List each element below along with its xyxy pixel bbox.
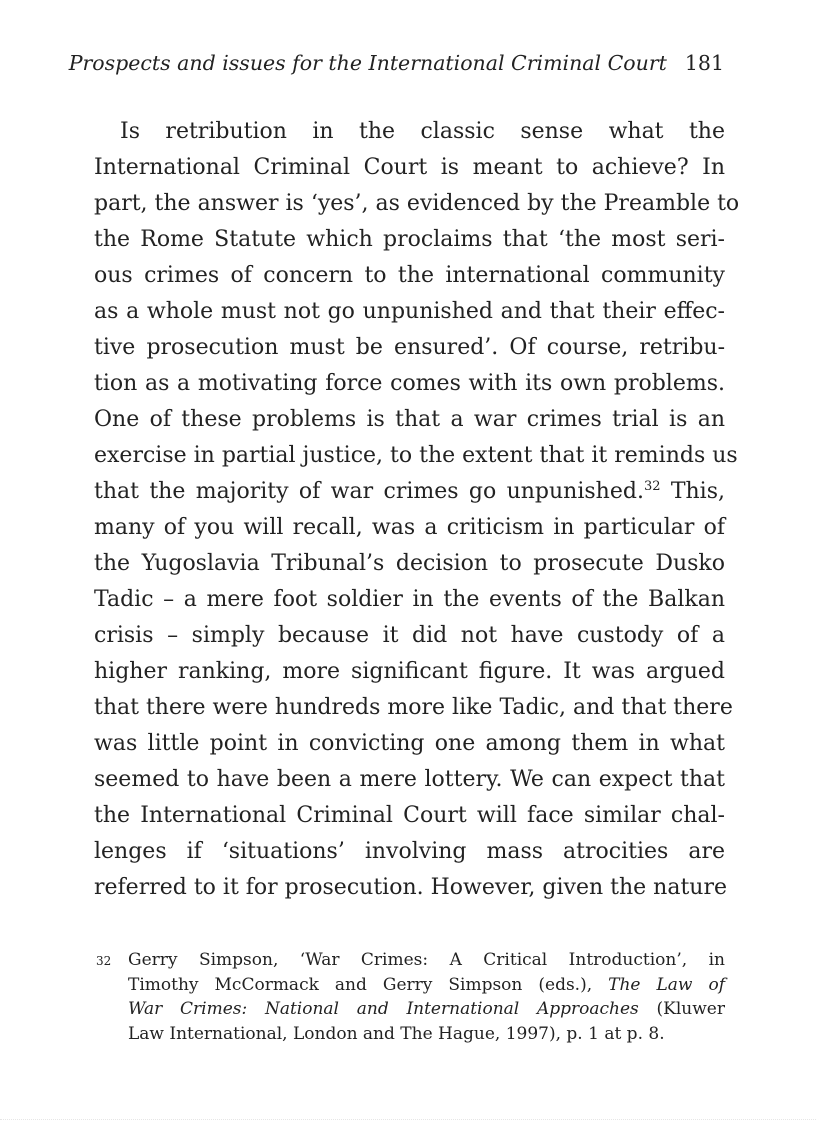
body-line: the Rome Statute which proclaims that ‘the most seri-: [94, 227, 725, 252]
body-paragraph: [94, 114, 740, 906]
body-line: that there were hundreds more like Tadic, and that there: [94, 695, 733, 720]
body-line: ous crimes of concern to the international community: [94, 263, 725, 288]
body-line: higher ranking, more significant figure. It was argued: [94, 659, 725, 684]
footnote-number: 32: [96, 954, 112, 968]
body-line: seemed to have been a mere lottery. We can expect that: [94, 767, 725, 792]
body-line: tive prosecution must be ensured’. Of course, retribu-: [94, 335, 725, 360]
footnote-body: [128, 948, 725, 1046]
footnote-line: Law International, London and The Hague, 1997), p. 1 at p. 8.: [128, 1023, 665, 1044]
body-line-continuation: This,: [660, 479, 726, 504]
body-line: exercise in partial justice, to the extent that it reminds us: [94, 443, 738, 468]
body-line: the International Criminal Court will face similar chal-: [94, 803, 725, 828]
footnote-book-title: The Law of: [608, 974, 726, 995]
body-line: the Yugoslavia Tribunal’s decision to prosecute Dusko: [94, 551, 725, 576]
footnote-line-text: (Kluwer: [638, 999, 725, 1020]
footnote: [94, 948, 725, 1046]
body-line: as a whole must not go unpunished and that their effec-: [94, 299, 725, 324]
body-line: many of you will recall, was a criticism in particular of: [94, 515, 725, 540]
body-line: Tadic – a mere foot soldier in the events of the Balkan: [94, 587, 725, 612]
body-line: tion as a motivating force comes with its own problems.: [94, 371, 725, 396]
body-line: crisis – simply because it did not have custody of a: [94, 623, 725, 648]
body-line-with-footnote-ref: [94, 474, 725, 510]
body-line: International Criminal Court is meant to achieve? In: [94, 155, 725, 180]
page-number: 181: [684, 51, 724, 75]
body-line: One of these problems is that a war crimes trial is an: [94, 407, 725, 432]
footnote-line: Gerry Simpson, ‘War Crimes: A Critical Introduction’, in: [128, 950, 725, 970]
body-line-text: that the majority of war crimes go unpunished.: [94, 479, 644, 504]
running-title: Prospects and issues for the International Criminal Court: [68, 51, 667, 75]
footnote-line: [128, 973, 725, 998]
footnote-line: [128, 997, 725, 1022]
body-line: referred to it for prosecution. However, given the nature: [94, 875, 727, 900]
body-line: was little point in convicting one among them in what: [94, 731, 725, 756]
body-line: lenges if ‘situations’ involving mass atrocities are: [94, 839, 725, 864]
running-head: [68, 51, 724, 81]
footnote-book-title-cont: War Crimes: National and International Approaches: [128, 999, 639, 1020]
footnote-reference[interactable]: 32: [643, 479, 661, 494]
body-line: Is retribution in the classic sense what the: [120, 119, 725, 144]
body-line: part, the answer is ‘yes’, as evidenced by the Preamble to: [94, 191, 740, 216]
footnote-line-text: Timothy McCormack and Gerry Simpson (eds.),: [128, 974, 593, 995]
page-bottom-edge: [0, 1119, 816, 1120]
